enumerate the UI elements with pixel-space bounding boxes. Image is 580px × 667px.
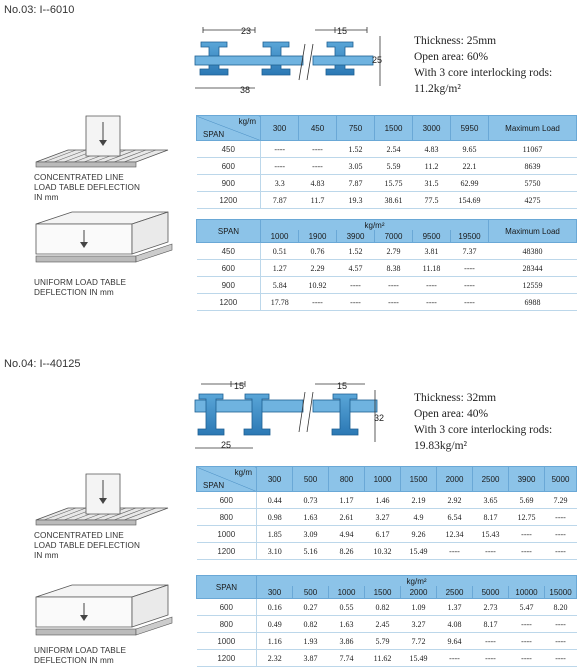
load-column-header: 1500 <box>401 467 437 492</box>
span-cell: 1000 <box>197 633 257 650</box>
value-cell: 4.94 <box>329 526 365 543</box>
value-cell: 11067 <box>489 141 577 158</box>
table-header-row <box>197 576 577 587</box>
value-cell: 1.63 <box>293 509 329 526</box>
value-cell: 2.32 <box>257 650 293 667</box>
value-cell: 3.27 <box>401 616 437 633</box>
value-cell: 15.43 <box>473 526 509 543</box>
line-load-caption: CONCENTRATED LINE LOAD TABLE DEFLECTION IN mm <box>34 531 140 560</box>
unit-label: kg/m <box>238 117 256 126</box>
value-cell: 7.29 <box>545 492 577 509</box>
value-cell: 5.79 <box>365 633 401 650</box>
value-cell: 7.87 <box>337 175 375 192</box>
spec-list <box>414 33 552 97</box>
table-row <box>197 243 577 260</box>
dim-width-label: 25 <box>221 440 232 450</box>
value-cell: 62.99 <box>451 175 489 192</box>
value-cell: 9.65 <box>451 141 489 158</box>
value-cell: 3.65 <box>473 492 509 509</box>
table-row <box>197 509 577 526</box>
line-load-caption: CONCENTRATED LINE LOAD TABLE DEFLECTION IN mm <box>34 173 140 202</box>
load-column-header: 1000 <box>365 467 401 492</box>
span-cell: 900 <box>197 175 261 192</box>
load-column-header: 2500 <box>437 586 473 599</box>
value-cell: 1.09 <box>401 599 437 616</box>
value-cell: 0.16 <box>257 599 293 616</box>
value-cell: ---- <box>413 277 451 294</box>
load-column-header: 450 <box>299 116 337 141</box>
spec-list <box>414 390 552 454</box>
value-cell: ---- <box>509 526 545 543</box>
value-cell: 6.17 <box>365 526 401 543</box>
section-title: No.03: I--6010 <box>4 4 75 16</box>
uniform-load-caption: UNIFORM LOAD TABLE DEFLECTION IN mm <box>34 278 127 297</box>
value-cell: 2.92 <box>437 492 473 509</box>
spec-weight: 19.83kg/m² <box>414 440 467 452</box>
span-cell: 450 <box>197 243 261 260</box>
value-cell: 3.09 <box>293 526 329 543</box>
value-cell: 5.84 <box>261 277 299 294</box>
span-cell: 600 <box>197 260 261 277</box>
span-cell: 600 <box>197 158 261 175</box>
value-cell: 1.16 <box>257 633 293 650</box>
unit-label: kg/m² <box>257 576 577 587</box>
value-cell: 3.86 <box>329 633 365 650</box>
dim-gap-label: 15 <box>337 381 348 391</box>
value-cell: 2.79 <box>375 243 413 260</box>
table-row <box>197 141 577 158</box>
load-column-header: 300 <box>261 116 299 141</box>
value-cell: ---- <box>545 526 577 543</box>
load-column-header: 1000 <box>329 586 365 599</box>
value-cell: ---- <box>509 543 545 560</box>
spec-weight: 11.2kg/m² <box>414 83 461 95</box>
value-cell: ---- <box>509 616 545 633</box>
uniform-load-caption: UNIFORM LOAD TABLE DEFLECTION IN mm <box>34 646 127 665</box>
value-cell: 0.51 <box>261 243 299 260</box>
value-cell: 5.47 <box>509 599 545 616</box>
line-load-table <box>196 115 577 209</box>
load-column-header: 1500 <box>375 116 413 141</box>
value-cell: 1.52 <box>337 243 375 260</box>
value-cell: ---- <box>509 650 545 667</box>
uniform-load-table <box>196 575 577 667</box>
value-cell: 9.26 <box>401 526 437 543</box>
line-load-table <box>196 466 577 560</box>
value-cell: 0.76 <box>299 243 337 260</box>
table-row <box>197 526 577 543</box>
span-unit-header <box>197 467 257 492</box>
value-cell: 3.27 <box>365 509 401 526</box>
value-cell: 4.57 <box>337 260 375 277</box>
value-cell: ---- <box>451 294 489 311</box>
value-cell: 3.3 <box>261 175 299 192</box>
value-cell: 38.61 <box>375 192 413 209</box>
value-cell: ---- <box>299 141 337 158</box>
span-cell: 800 <box>197 616 257 633</box>
span-label: SPAN <box>197 576 257 599</box>
span-label: SPAN <box>203 130 225 139</box>
load-column-header: 1000 <box>261 230 299 243</box>
value-cell: 15.75 <box>375 175 413 192</box>
value-cell: ---- <box>473 543 509 560</box>
value-cell: 12.75 <box>509 509 545 526</box>
value-cell: 3.05 <box>337 158 375 175</box>
spec-thickness: Thickness: 32mm <box>414 392 497 404</box>
load-column-header: 300 <box>257 586 293 599</box>
value-cell: ---- <box>545 616 577 633</box>
unit-label: kg/m <box>234 468 252 477</box>
dim-pitch-label: 23 <box>241 26 252 36</box>
table-row <box>197 492 577 509</box>
value-cell: 22.1 <box>451 158 489 175</box>
span-cell: 1200 <box>197 543 257 560</box>
dim-width-label: 38 <box>240 85 251 95</box>
load-column-header: 1900 <box>299 230 337 243</box>
value-cell: 8.17 <box>473 509 509 526</box>
load-column-header: 2000 <box>401 586 437 599</box>
load-column-header: 3900 <box>337 230 375 243</box>
value-cell: ---- <box>375 294 413 311</box>
load-column-header: 800 <box>329 467 365 492</box>
value-cell: 7.87 <box>261 192 299 209</box>
table-row <box>197 175 577 192</box>
spec-thickness: Thickness: 25mm <box>414 35 497 47</box>
load-column-header: 19500 <box>451 230 489 243</box>
value-cell: 2.73 <box>473 599 509 616</box>
value-cell: 7.74 <box>329 650 365 667</box>
value-cell: 4.9 <box>401 509 437 526</box>
value-cell: 3.87 <box>293 650 329 667</box>
value-cell: ---- <box>545 509 577 526</box>
value-cell: ---- <box>261 141 299 158</box>
value-cell: 2.45 <box>365 616 401 633</box>
value-cell: 15.49 <box>401 543 437 560</box>
value-cell: ---- <box>473 650 509 667</box>
value-cell: 0.27 <box>293 599 329 616</box>
dim-height-label: 32 <box>374 413 385 423</box>
value-cell: ---- <box>375 277 413 294</box>
table-row <box>197 633 577 650</box>
load-column-header: 5000 <box>473 586 509 599</box>
value-cell: 10.92 <box>299 277 337 294</box>
concentrated-load-illustration <box>28 470 178 528</box>
load-column-header: 3000 <box>413 116 451 141</box>
value-cell: ---- <box>545 650 577 667</box>
dim-gap-label: 15 <box>337 26 348 36</box>
value-cell: 2.19 <box>401 492 437 509</box>
table-row <box>197 260 577 277</box>
load-column-header: 3900 <box>509 467 545 492</box>
value-cell: 15.49 <box>401 650 437 667</box>
uniform-load-table <box>196 219 577 311</box>
value-cell: ---- <box>261 158 299 175</box>
span-label: SPAN <box>203 481 225 490</box>
load-column-header: 750 <box>337 116 375 141</box>
value-cell: 8.26 <box>329 543 365 560</box>
value-cell: 4275 <box>489 192 577 209</box>
value-cell: 11.18 <box>413 260 451 277</box>
table-header-row <box>197 220 577 231</box>
value-cell: 5750 <box>489 175 577 192</box>
value-cell: 1.85 <box>257 526 293 543</box>
value-cell: 77.5 <box>413 192 451 209</box>
span-cell: 450 <box>197 141 261 158</box>
value-cell: 1.93 <box>293 633 329 650</box>
span-cell: 800 <box>197 509 257 526</box>
table-row <box>197 158 577 175</box>
concentrated-load-illustration <box>28 112 178 170</box>
max-load-header: Maximum Load <box>489 220 577 243</box>
value-cell: 7.72 <box>401 633 437 650</box>
table-row <box>197 650 577 667</box>
value-cell: 4.83 <box>413 141 451 158</box>
spec-open-area: Open area: 60% <box>414 51 489 63</box>
value-cell: 1.46 <box>365 492 401 509</box>
spec-rods: With 3 core interlocking rods: <box>414 424 553 436</box>
load-column-header: 9500 <box>413 230 451 243</box>
load-column-header: 2500 <box>473 467 509 492</box>
value-cell: 0.82 <box>293 616 329 633</box>
span-unit-header <box>197 116 261 141</box>
span-cell: 1200 <box>197 650 257 667</box>
value-cell: 5.59 <box>375 158 413 175</box>
span-cell: 1000 <box>197 526 257 543</box>
table-row <box>197 543 577 560</box>
max-load-header: Maximum Load <box>489 116 577 141</box>
span-label: SPAN <box>197 220 261 243</box>
value-cell: 1.37 <box>437 599 473 616</box>
value-cell: 9.64 <box>437 633 473 650</box>
value-cell: 2.29 <box>299 260 337 277</box>
load-column-header: 2000 <box>437 467 473 492</box>
value-cell: 8.17 <box>473 616 509 633</box>
value-cell: 31.5 <box>413 175 451 192</box>
value-cell: ---- <box>545 543 577 560</box>
value-cell: 0.98 <box>257 509 293 526</box>
load-column-header: 500 <box>293 467 329 492</box>
grating-profile-diagram <box>195 28 385 100</box>
load-column-header: 300 <box>257 467 293 492</box>
dim-height-label: 25 <box>372 55 383 65</box>
value-cell: ---- <box>337 277 375 294</box>
value-cell: 11.2 <box>413 158 451 175</box>
load-column-header: 15000 <box>545 586 577 599</box>
spec-open-area: Open area: 40% <box>414 408 489 420</box>
value-cell: 28344 <box>489 260 577 277</box>
load-column-header: 7000 <box>375 230 413 243</box>
value-cell: 10.32 <box>365 543 401 560</box>
load-column-header: 1500 <box>365 586 401 599</box>
value-cell: 0.49 <box>257 616 293 633</box>
value-cell: ---- <box>545 633 577 650</box>
value-cell: ---- <box>299 158 337 175</box>
span-cell: 600 <box>197 599 257 616</box>
value-cell: 0.82 <box>365 599 401 616</box>
value-cell: 2.54 <box>375 141 413 158</box>
value-cell: ---- <box>451 260 489 277</box>
value-cell: 3.10 <box>257 543 293 560</box>
uniform-load-illustration <box>32 210 182 272</box>
table-row <box>197 192 577 209</box>
load-column-header: 5950 <box>451 116 489 141</box>
value-cell: 1.27 <box>261 260 299 277</box>
value-cell: 2.61 <box>329 509 365 526</box>
span-cell: 900 <box>197 277 261 294</box>
value-cell: ---- <box>337 294 375 311</box>
value-cell: 5.69 <box>509 492 545 509</box>
load-column-header: 500 <box>293 586 329 599</box>
uniform-load-illustration <box>32 583 182 645</box>
value-cell: ---- <box>451 277 489 294</box>
span-cell: 600 <box>197 492 257 509</box>
value-cell: ---- <box>413 294 451 311</box>
value-cell: 48380 <box>489 243 577 260</box>
value-cell: 19.3 <box>337 192 375 209</box>
value-cell: 8639 <box>489 158 577 175</box>
value-cell: 11.62 <box>365 650 401 667</box>
table-row <box>197 616 577 633</box>
value-cell: 11.7 <box>299 192 337 209</box>
value-cell: ---- <box>473 633 509 650</box>
value-cell: 0.44 <box>257 492 293 509</box>
value-cell: 5.16 <box>293 543 329 560</box>
table-header-row <box>197 116 577 141</box>
value-cell: 4.83 <box>299 175 337 192</box>
table-row <box>197 294 577 311</box>
value-cell: 154.69 <box>451 192 489 209</box>
spec-rods: With 3 core interlocking rods: <box>414 67 553 79</box>
value-cell: 1.63 <box>329 616 365 633</box>
span-cell: 1200 <box>197 192 261 209</box>
value-cell: ---- <box>437 650 473 667</box>
unit-label: kg/m² <box>261 220 489 231</box>
value-cell: ---- <box>299 294 337 311</box>
value-cell: 1.52 <box>337 141 375 158</box>
value-cell: 7.37 <box>451 243 489 260</box>
table-row <box>197 599 577 616</box>
table-header-row <box>197 467 577 492</box>
value-cell: 12.34 <box>437 526 473 543</box>
value-cell: 3.81 <box>413 243 451 260</box>
table-row <box>197 277 577 294</box>
value-cell: 17.78 <box>261 294 299 311</box>
load-column-header: 10000 <box>509 586 545 599</box>
value-cell: 6988 <box>489 294 577 311</box>
value-cell: 6.54 <box>437 509 473 526</box>
value-cell: 0.55 <box>329 599 365 616</box>
value-cell: 8.20 <box>545 599 577 616</box>
value-cell: 8.38 <box>375 260 413 277</box>
value-cell: ---- <box>509 633 545 650</box>
value-cell: 0.73 <box>293 492 329 509</box>
load-column-header: 5000 <box>545 467 577 492</box>
value-cell: 4.08 <box>437 616 473 633</box>
value-cell: ---- <box>437 543 473 560</box>
section-title: No.04: I--40125 <box>4 358 81 370</box>
value-cell: 1.17 <box>329 492 365 509</box>
span-cell: 1200 <box>197 294 261 311</box>
dim-pitch-label: 15 <box>234 381 245 391</box>
value-cell: 12559 <box>489 277 577 294</box>
